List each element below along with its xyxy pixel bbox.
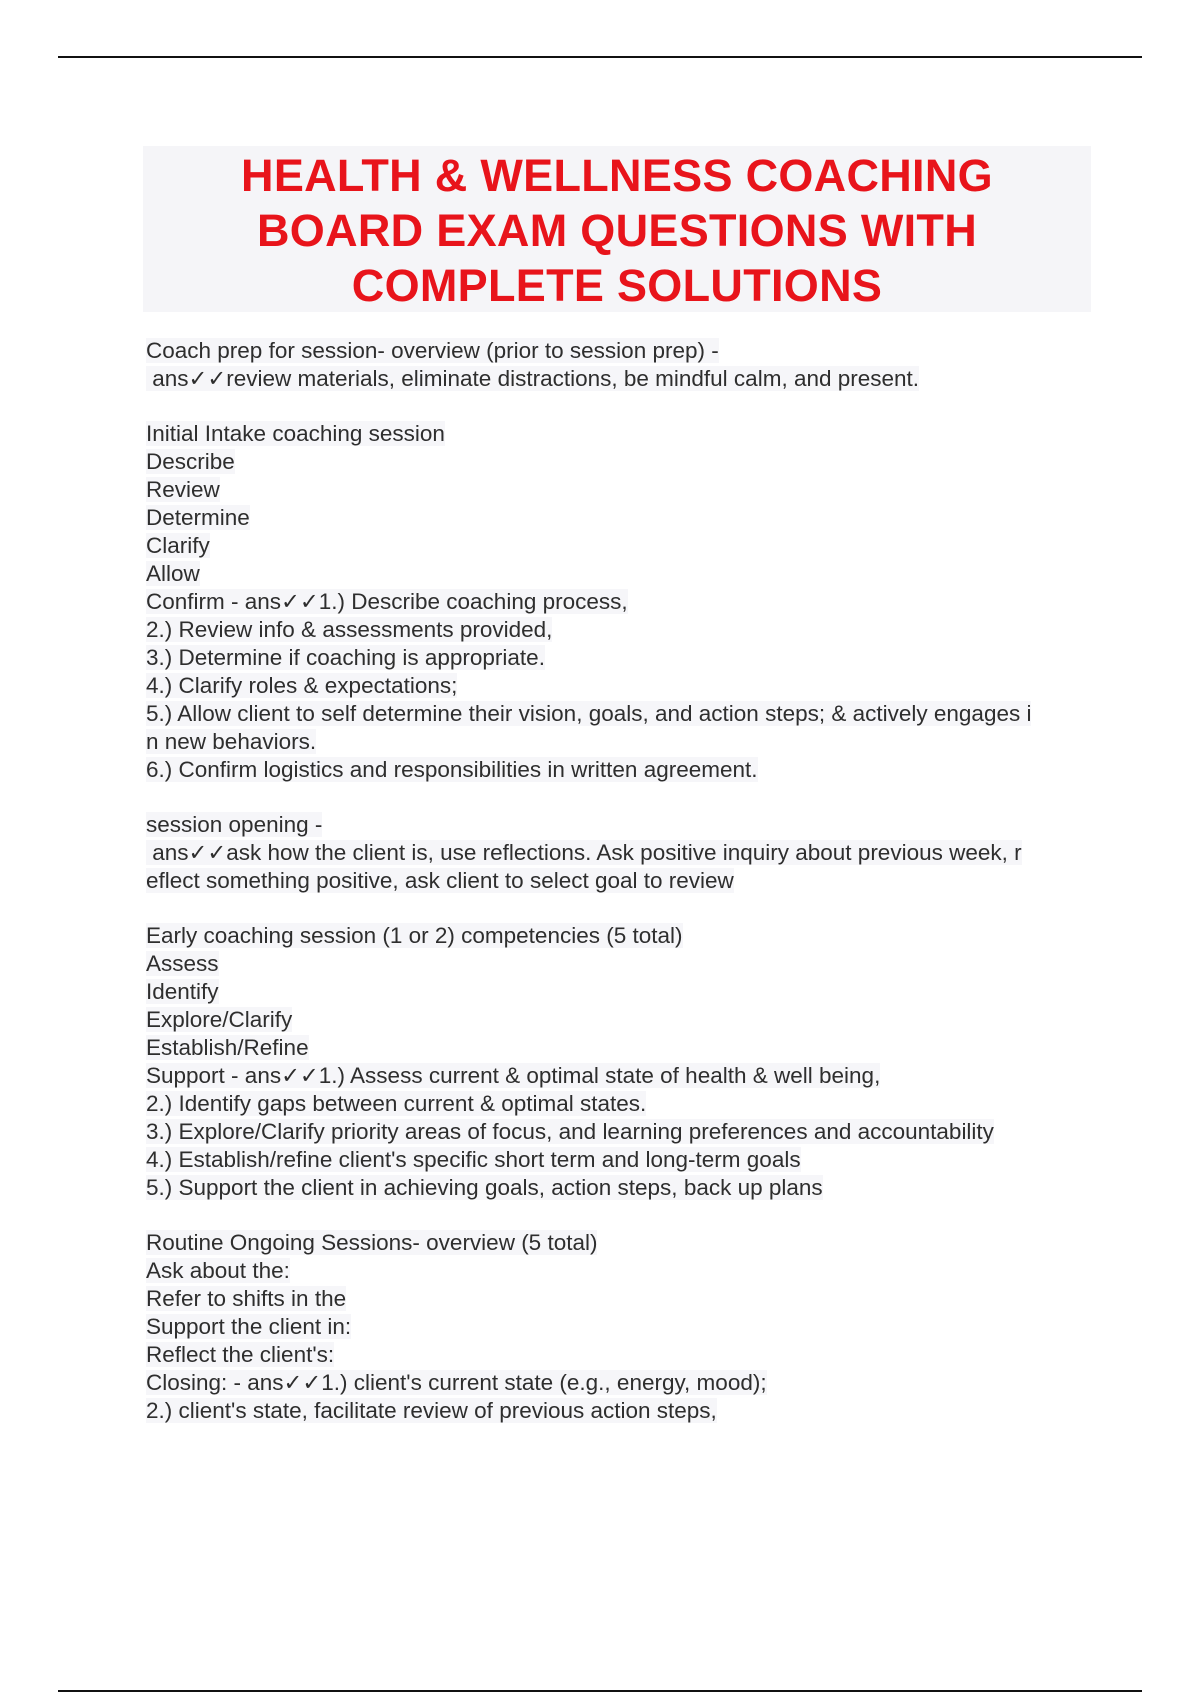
title-line: COMPLETE SOLUTIONS [351,260,883,311]
header-rule [58,56,1142,58]
text-line-content: Clarify [146,533,210,558]
text-line [146,978,1096,1006]
text-line [146,1034,1096,1062]
text-line-content: ans✓✓ask how the client is, use reflections. Ask positive inquiry about previous week, r [146,840,1022,865]
text-line-content: 2.) client's state, facilitate review of previous action steps, [146,1398,717,1423]
text-line-content: Coach prep for session- overview (prior to session prep) - [146,338,719,363]
text-line [146,644,1096,672]
text-line [146,950,1096,978]
text-line-content: Routine Ongoing Sessions- overview (5 total) [146,1230,598,1255]
text-line [146,867,1096,895]
title-line: BOARD EXAM QUESTIONS WITH [256,205,977,256]
text-line-content: 4.) Clarify roles & expectations; [146,673,458,698]
text-line-content: Support - ans✓✓1.) Assess current & optimal state of health & well being, [146,1063,881,1088]
qa-block [146,811,1096,895]
text-line-content: Allow [146,561,200,586]
text-line-content: Identify [146,979,219,1004]
text-line-content: Closing: - ans✓✓1.) client's current state (e.g., energy, mood); [146,1370,767,1395]
footer-rule [58,1690,1142,1692]
text-line [146,532,1096,560]
text-line [146,420,1096,448]
text-line [146,1369,1096,1397]
text-line [146,1090,1096,1118]
text-line [146,1006,1096,1034]
text-line-content: Assess [146,951,219,976]
text-line-content: 2.) Review info & assessments provided, [146,617,553,642]
qa-block [146,922,1096,1202]
text-line-content: 4.) Establish/refine client's specific short term and long-term goals [146,1147,801,1172]
text-line-content: 3.) Explore/Clarify priority areas of focus, and learning preferences and accountability [146,1119,994,1144]
text-line-content: Early coaching session (1 or 2) competencies (5 total) [146,923,683,948]
text-line [146,700,1096,728]
title-line: HEALTH & WELLNESS COACHING [241,150,993,201]
text-line-content: Establish/Refine [146,1035,309,1060]
text-line [146,1341,1096,1369]
text-line-content: ans✓✓review materials, eliminate distractions, be mindful calm, and present. [146,366,920,391]
text-line [146,1397,1096,1425]
text-line-content: Review [146,477,220,502]
text-line-content: 6.) Confirm logistics and responsibilities in written agreement. [146,757,758,782]
text-line [146,1174,1096,1202]
text-line-content: eflect something positive, ask client to select goal to review [146,868,734,893]
text-line [146,1313,1096,1341]
text-line-content: Refer to shifts in the [146,1286,347,1311]
text-line-content: 5.) Support the client in achieving goals, action steps, back up plans [146,1175,823,1200]
qa-block [146,337,1096,393]
text-line [146,560,1096,588]
text-line-content: 2.) Identify gaps between current & optimal states. [146,1091,647,1116]
text-line-content: Describe [146,449,235,474]
text-line [146,756,1096,784]
text-line [146,672,1096,700]
text-line [146,922,1096,950]
text-line-content: Initial Intake coaching session [146,421,445,446]
text-line [146,365,1096,393]
text-line [146,476,1096,504]
text-line [146,504,1096,532]
text-line-content: Determine [146,505,250,530]
text-line [146,728,1096,756]
text-line [146,1257,1096,1285]
text-line-content: 3.) Determine if coaching is appropriate. [146,645,545,670]
text-line-content: Confirm - ans✓✓1.) Describe coaching process, [146,589,628,614]
text-line [146,588,1096,616]
text-line [146,1118,1096,1146]
text-line-content: Reflect the client's: [146,1342,335,1367]
text-line [146,811,1096,839]
text-line-content: n new behaviors. [146,729,317,754]
text-line [146,1229,1096,1257]
document-body [146,337,1096,1452]
text-line [146,1285,1096,1313]
text-line [146,1062,1096,1090]
text-line [146,616,1096,644]
text-line-content: Support the client in: [146,1314,352,1339]
qa-block [146,1229,1096,1425]
text-line-content: Explore/Clarify [146,1007,293,1032]
text-line [146,839,1096,867]
text-line [146,1146,1096,1174]
text-line-content: 5.) Allow client to self determine their vision, goals, and action steps; & actively engages i [146,701,1032,726]
text-line-content: session opening - [146,812,323,837]
document-title [143,146,1091,312]
qa-block [146,420,1096,784]
text-line-content: Ask about the: [146,1258,290,1283]
text-line [146,337,1096,365]
text-line [146,448,1096,476]
